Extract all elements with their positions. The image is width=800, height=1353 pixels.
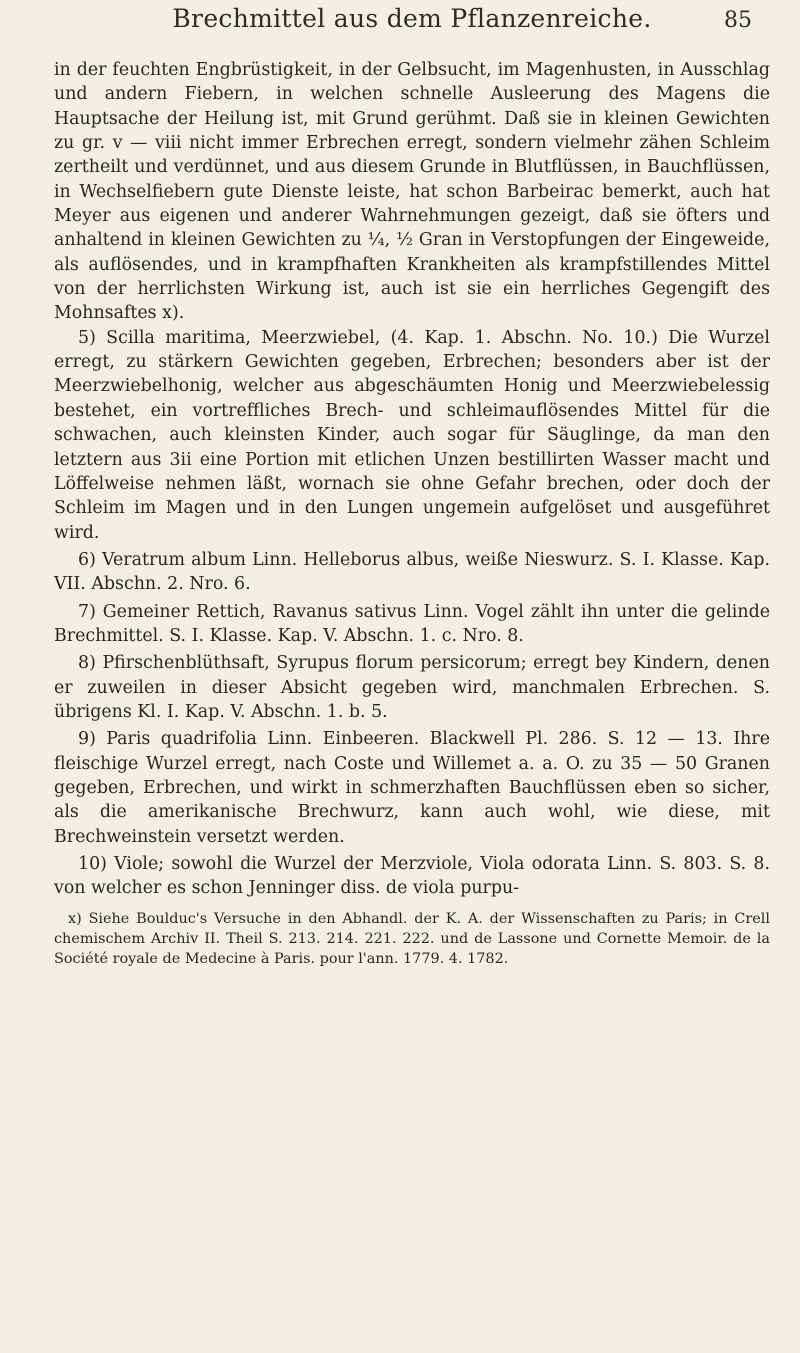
paragraph-continuation: in der feuchten Engbrüstigkeit, in der Gelbsucht, im Magenhusten, in Ausschlag und andern Fiebern, in welchen schnelle Ausleerung des Magens die Hauptsache der Heilung ist, mit Grund gerühmt. Daß sie in kleinen Gewichten zu gr. v — viii nicht immer Erbrechen erregt, sondern vielmehr zähen Schleim zertheilt und verdünnet, und aus diesem Grunde in Blutflüssen, in Bauchflüssen, in Wechselfiebern gute Dienste leiste, hat schon Barbeirac bemerkt, auch hat Meyer aus eigenen und anderer Wahrnehmungen gezeigt, daß sie öfters und anhaltend in kleinen Gewichten zu ¼, ½ Gran in Verstopfungen der Eingeweide, als auflösendes, und in krampfhaften Krankheiten als krampfstillendes Mittel von der herrlichsten Wirkung ist, auch ist sie ein herrliches Gegengift des Mohnsaftes x). xyxy=(54,60,770,324)
entry-rettich: 7) Gemeiner Rettich, Ravanus sativus Linn. Vogel zählt ihn unter die gelinde Brechmittel. S. I. Klasse. Kap. V. Abschn. 1. c. Nro. 8. xyxy=(54,601,770,646)
entry-paris-quadrifolia: 9) Paris quadrifolia Linn. Einbeeren. Blackwell Pl. 286. S. 12 — 13. Ihre fleischige Wurzel erregt, nach Coste und Willemet a. a. O. zu 35 — 50 Granen gegeben, Erbrechen, und wirkt in schmerzhaften Bauchflüssen eben so sicher, als die amerikanische Brechwurz, kann auch wohl, wie diese, mit Brechweinstein versetzt werden. xyxy=(54,729,770,847)
page-body xyxy=(54,58,770,901)
entry-pfirschenbluethsaft: 8) Pfirschenblüthsaft, Syrupus florum persicorum; erregt bey Kindern, denen er zuweilen in dieser Absicht gegeben wird, manchmalen Erbrechen. S. übrigens Kl. I. Kap. V. Abschn. 1. b. 5. xyxy=(54,653,770,722)
footnote: x) Siehe Boulduc's Versuche in den Abhandl. der K. A. der Wissenschaften zu Paris; in Crell chemischem Archiv II. Theil S. 213. 214. 221. 222. und de Lassone und Cornette Memoir. de la Société royale de Medecine à Paris. pour l'ann. 1779. 4. 1782. xyxy=(54,910,770,967)
page-number: 85 xyxy=(724,8,752,33)
page-header xyxy=(54,0,770,58)
entry-scilla-maritima: 5) Scilla maritima, Meerzwiebel, (4. Kap. 1. Abschn. No. 10.) Die Wurzel erregt, zu stärkern Gewichten gegeben, Erbrechen; besonders aber ist der Meerzwiebelhonig, welcher aus abgeschäumten Honig und Meerzwiebelessig bestehet, ein vortreffliches Brech- und schleimauflösendes Mittel für die schwachen, auch kleinsten Kinder, auch sogar für Säuglinge, da man den letztern aus 3ii eine Portion mit etlichen Unzen bestillirten Wasser macht und Löffelweise nehmen läßt, wornach sie ohne Gefahr brechen, oder doch der Schleim im Magen und in den Lungen ungemein aufgelöset und ausgeführet wird. xyxy=(54,327,770,543)
running-title: Brechmittel aus dem Pflanzenreiche. xyxy=(172,4,652,33)
entry-viole: 10) Viole; sowohl die Wurzel der Merzviole, Viola odorata Linn. S. 803. S. 8. von welcher es schon Jenninger diss. de viola purpu- xyxy=(54,854,770,899)
entry-veratrum-album: 6) Veratrum album Linn. Helleborus albus, weiße Nieswurz. S. I. Klasse. Kap. VII. Abschn. 2. Nro. 6. xyxy=(54,549,770,595)
